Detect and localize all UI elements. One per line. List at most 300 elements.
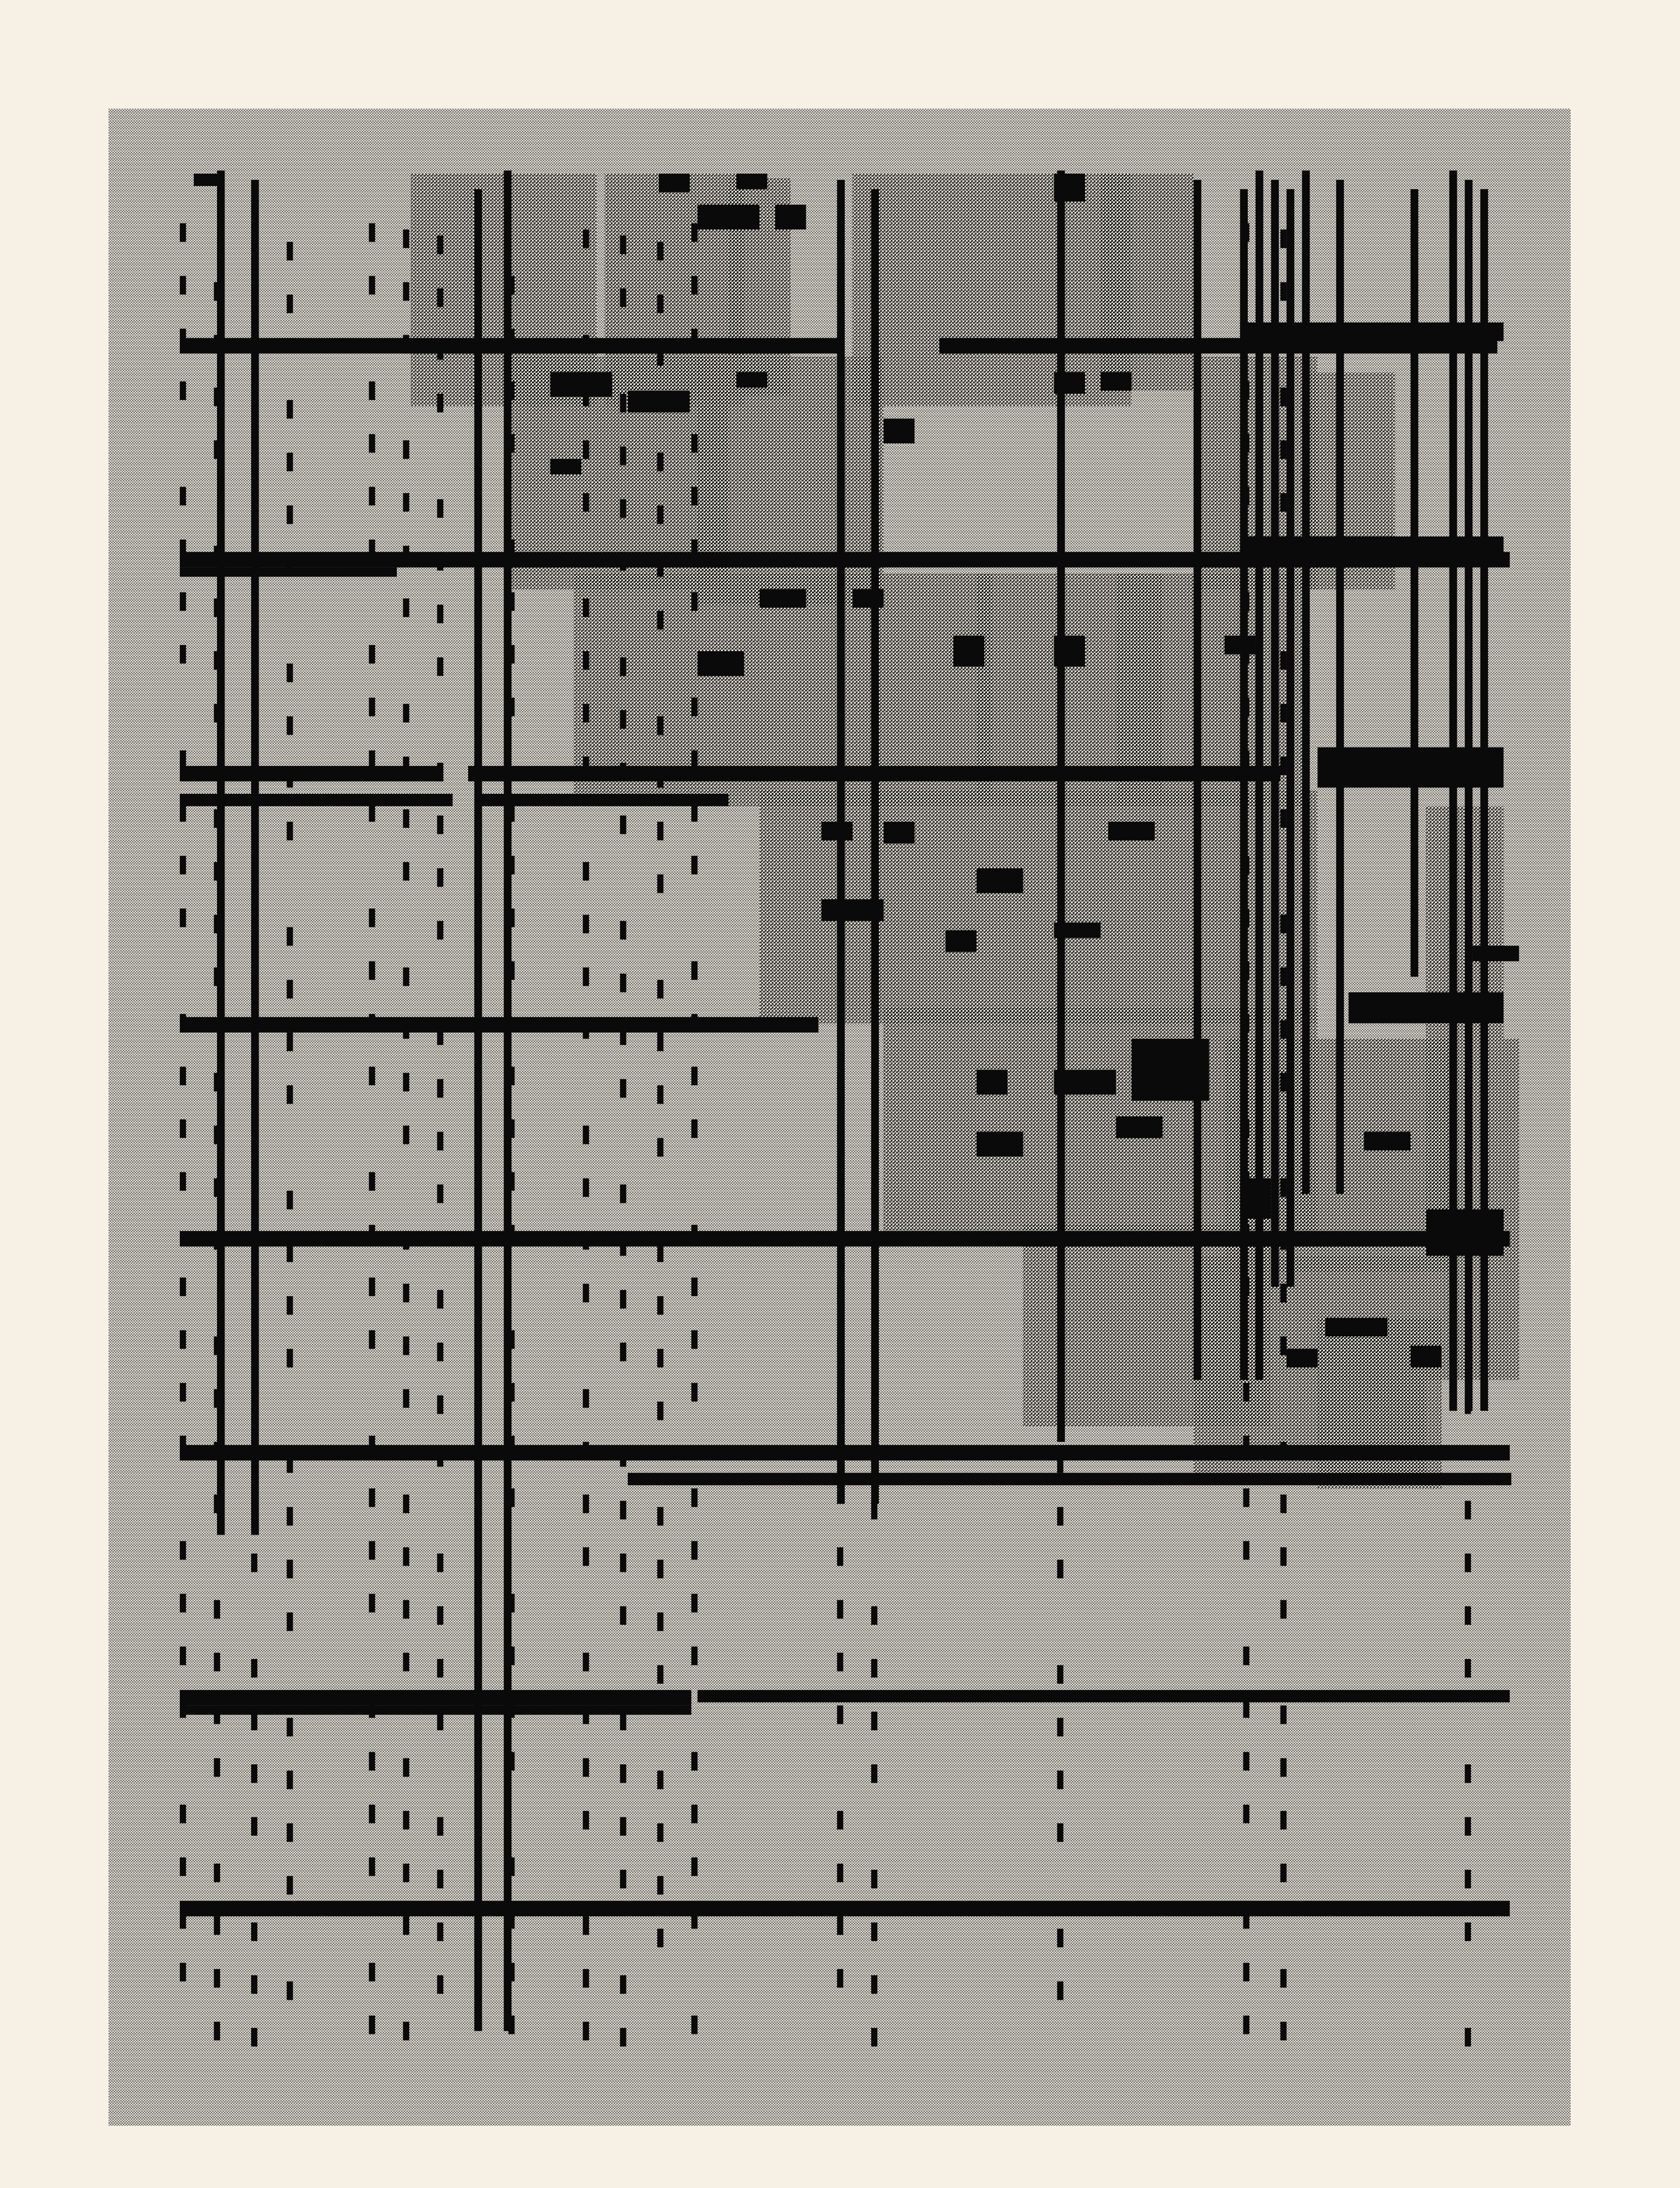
horizontal-bar: [697, 1690, 1510, 1702]
vertical-dash: [1465, 499, 1471, 518]
solid-block: [1410, 1346, 1442, 1368]
vertical-dash: [214, 599, 220, 617]
vertical-dash: [287, 1033, 293, 1052]
vertical-dash: [871, 921, 877, 940]
vertical-dash: [251, 763, 257, 782]
solid-block: [1101, 372, 1132, 391]
vertical-dash: [369, 1014, 375, 1033]
solid-block: [853, 589, 884, 608]
vertical-dash: [691, 1330, 697, 1349]
solid-block: [976, 868, 1023, 893]
vertical-dash: [403, 1653, 409, 1672]
vertical-dash: [1281, 1811, 1287, 1830]
vertical-dash: [214, 1494, 220, 1513]
vertical-dash: [180, 1067, 186, 1086]
vertical-dash: [369, 2016, 375, 2034]
vertical-dash: [1465, 2028, 1471, 2047]
vertical-dash: [251, 1922, 257, 1941]
vertical-dash: [369, 1436, 375, 1455]
vertical-line: [1480, 189, 1488, 1411]
vertical-dash: [1281, 282, 1287, 301]
vertical-dash: [657, 505, 663, 524]
vertical-dash: [583, 1231, 589, 1250]
solid-block: [953, 636, 984, 667]
vertical-dash: [871, 1079, 877, 1098]
vertical-dash: [1243, 487, 1250, 506]
vertical-dash: [251, 710, 257, 729]
vertical-dash: [437, 288, 443, 307]
vertical-dash: [251, 236, 257, 255]
vertical-dash: [1465, 1764, 1471, 1783]
vertical-dash: [508, 698, 514, 716]
vertical-dash: [474, 927, 480, 946]
vertical-dash: [657, 1929, 663, 1948]
vertical-dash: [1465, 1132, 1471, 1150]
vertical-dash: [1243, 1963, 1250, 1981]
vertical-dash: [871, 816, 877, 835]
vertical-dash: [508, 908, 514, 927]
solid-block: [1473, 946, 1519, 961]
vertical-dash: [583, 1442, 589, 1461]
dense-dither-block: [1101, 174, 1194, 391]
vertical-dash: [403, 1126, 409, 1144]
vertical-dash: [214, 1073, 220, 1092]
vertical-dash: [369, 1752, 375, 1771]
vertical-dash: [871, 552, 877, 571]
vertical-dash: [1057, 1191, 1063, 1210]
vertical-dash: [620, 816, 626, 835]
vertical-dash: [403, 757, 409, 775]
vertical-dash: [1057, 1507, 1063, 1526]
vertical-dash: [583, 915, 589, 933]
vertical-dash: [437, 552, 443, 571]
solid-block: [1054, 636, 1085, 667]
vertical-dash: [214, 1653, 220, 1672]
vertical-dash: [437, 1659, 443, 1678]
vertical-dash: [251, 974, 257, 992]
vertical-dash: [369, 750, 375, 769]
vertical-line: [871, 189, 879, 1504]
vertical-dash: [508, 1594, 514, 1613]
vertical-dash: [691, 1277, 697, 1296]
vertical-dash: [180, 1594, 186, 1613]
vertical-dash: [583, 1284, 589, 1303]
vertical-dash: [583, 704, 589, 723]
vertical-line: [1336, 180, 1344, 1194]
vertical-dash: [1281, 1758, 1287, 1777]
vertical-line: [1410, 189, 1418, 977]
vertical-dash: [837, 757, 843, 775]
vertical-dash: [403, 229, 409, 248]
vertical-dash: [691, 329, 697, 347]
vertical-dash: [474, 611, 480, 630]
vertical-dash: [583, 1389, 589, 1408]
vertical-dash: [474, 347, 480, 366]
solid-block: [1225, 636, 1256, 655]
vertical-dash: [657, 1033, 663, 1052]
vertical-dash: [620, 1185, 626, 1203]
vertical-dash: [369, 698, 375, 716]
vertical-dash: [691, 540, 697, 558]
vertical-dash: [657, 874, 663, 893]
vertical-dash: [657, 1402, 663, 1420]
solid-block: [1364, 1132, 1410, 1150]
vertical-dash: [437, 1132, 443, 1150]
solid-block: [822, 899, 884, 921]
vertical-dash: [837, 1389, 843, 1408]
vertical-dash: [837, 862, 843, 881]
vertical-dash: [180, 1910, 186, 1929]
vertical-line: [1194, 180, 1201, 1380]
vertical-line: [837, 180, 845, 1504]
vertical-dash: [871, 868, 877, 887]
vertical-dash: [1057, 242, 1063, 261]
vertical-dash: [657, 1085, 663, 1104]
vertical-dash: [871, 1712, 877, 1731]
vertical-dash: [508, 329, 514, 347]
vertical-dash: [251, 1712, 257, 1731]
vertical-dash: [1057, 505, 1063, 524]
vertical-dash: [437, 1712, 443, 1731]
vertical-dash: [437, 236, 443, 255]
vertical-dash: [508, 961, 514, 980]
vertical-dash: [871, 1975, 877, 1994]
vertical-dash: [369, 1172, 375, 1191]
vertical-dash: [287, 980, 293, 999]
vertical-dash: [1057, 1244, 1063, 1262]
vertical-dash: [251, 1396, 257, 1414]
solid-block: [1054, 922, 1100, 938]
vertical-dash: [474, 1613, 480, 1631]
vertical-dash: [657, 1665, 663, 1684]
vertical-dash: [403, 546, 409, 565]
vertical-dash: [180, 1172, 186, 1191]
vertical-dash: [474, 1085, 480, 1104]
solid-block: [628, 391, 690, 413]
vertical-dash: [180, 329, 186, 347]
vertical-dash: [369, 1067, 375, 1086]
vertical-dash: [871, 1448, 877, 1467]
vertical-dash: [437, 1185, 443, 1203]
vertical-dash: [620, 921, 626, 940]
vertical-dash: [583, 1653, 589, 1672]
vertical-dash: [180, 750, 186, 769]
vertical-dash: [657, 453, 663, 472]
vertical-dash: [508, 382, 514, 400]
vertical-dash: [1057, 1929, 1063, 1948]
vertical-dash: [620, 2028, 626, 2047]
vertical-dash: [1243, 1541, 1250, 1560]
vertical-dash: [403, 1073, 409, 1092]
vertical-line: [1465, 180, 1473, 1411]
vertical-dash: [474, 1244, 480, 1262]
vertical-dash: [837, 1811, 843, 1830]
vertical-dash: [180, 487, 186, 506]
vertical-dash: [437, 1396, 443, 1414]
vertical-dash: [583, 1705, 589, 1724]
vertical-dash: [1281, 651, 1287, 670]
vertical-dash: [1281, 1600, 1287, 1619]
solid-block: [945, 930, 976, 952]
vertical-dash: [251, 1975, 257, 1994]
vertical-dash: [1057, 980, 1063, 999]
vertical-dash: [508, 1647, 514, 1666]
vertical-dash: [620, 1817, 626, 1836]
vertical-dash: [251, 394, 257, 413]
vertical-dash: [583, 493, 589, 512]
vertical-dash: [369, 1488, 375, 1507]
vertical-line: [1271, 180, 1279, 1287]
vertical-dash: [620, 974, 626, 992]
vertical-dash: [508, 856, 514, 875]
vertical-dash: [251, 341, 257, 360]
vertical-dash: [620, 1290, 626, 1309]
vertical-dash: [1281, 2022, 1287, 2041]
vertical-dash: [871, 974, 877, 992]
vertical-dash: [1243, 1699, 1250, 1718]
vertical-dash: [287, 400, 293, 419]
vertical-dash: [474, 663, 480, 682]
vertical-dash: [1281, 1284, 1287, 1303]
vertical-dash: [180, 1963, 186, 1981]
vertical-dash: [214, 2022, 220, 2041]
vertical-dash: [1243, 2016, 1250, 2034]
vertical-dash: [508, 1119, 514, 1138]
vertical-dash: [620, 710, 626, 729]
vertical-dash: [403, 1916, 409, 1935]
vertical-dash: [620, 1079, 626, 1098]
vertical-dash: [1281, 388, 1287, 407]
solid-block: [1131, 1039, 1209, 1101]
vertical-dash: [474, 1454, 480, 1473]
vertical-dash: [1281, 1020, 1287, 1039]
vertical-dash: [403, 1284, 409, 1303]
vertical-dash: [871, 341, 877, 360]
vertical-dash: [403, 862, 409, 881]
vertical-dash: [287, 295, 293, 313]
vertical-dash: [620, 763, 626, 782]
vertical-dash: [251, 1290, 257, 1309]
solid-block: [1240, 1178, 1271, 1219]
vertical-dash: [620, 1448, 626, 1467]
vertical-dash: [1281, 1073, 1287, 1092]
vertical-dash: [180, 1014, 186, 1033]
vertical-dash: [403, 809, 409, 828]
vertical-dash: [691, 1910, 697, 1929]
vertical-dash: [1057, 400, 1063, 419]
vertical-dash: [1243, 223, 1250, 242]
vertical-dash: [1243, 1752, 1250, 1771]
vertical-dash: [251, 1553, 257, 1572]
vertical-dash: [583, 599, 589, 617]
vertical-dash: [583, 335, 589, 354]
vertical-dash: [837, 1600, 843, 1619]
vertical-dash: [620, 499, 626, 518]
vertical-dash: [691, 1541, 697, 1560]
vertical-dash: [437, 763, 443, 782]
vertical-dash: [620, 1870, 626, 1889]
vertical-dash: [620, 1975, 626, 1994]
vertical-dash: [287, 1296, 293, 1315]
vertical-dash: [287, 242, 293, 261]
vertical-dash: [1243, 1383, 1250, 1402]
vertical-dash: [871, 1343, 877, 1361]
vertical-dash: [214, 1600, 220, 1619]
vertical-dash: [1057, 611, 1063, 630]
solid-block: [550, 372, 612, 397]
vertical-dash: [871, 1922, 877, 1941]
vertical-dash: [474, 1981, 480, 2000]
vertical-dash: [287, 558, 293, 577]
vertical-dash: [287, 505, 293, 524]
vertical-dash: [691, 1594, 697, 1613]
vertical-dash: [657, 1771, 663, 1789]
vertical-dash: [508, 1752, 514, 1771]
vertical-dash: [620, 446, 626, 465]
vertical-dash: [620, 1501, 626, 1520]
solid-block: [976, 1132, 1023, 1157]
vertical-dash: [180, 645, 186, 664]
vertical-dash: [1281, 1178, 1287, 1197]
vertical-dash: [251, 1448, 257, 1467]
vertical-dash: [691, 1647, 697, 1666]
vertical-dash: [369, 1594, 375, 1613]
vertical-dash: [583, 1178, 589, 1197]
vertical-dash: [214, 388, 220, 407]
vertical-dash: [214, 1864, 220, 1883]
vertical-dash: [871, 1501, 877, 1520]
vertical-dash: [620, 1237, 626, 1256]
vertical-dash: [583, 757, 589, 775]
vertical-dash: [403, 1864, 409, 1883]
vertical-dash: [369, 1225, 375, 1244]
vertical-dash: [1057, 769, 1063, 788]
vertical-dash: [214, 809, 220, 828]
vertical-dash: [214, 968, 220, 986]
vertical-dash: [214, 1969, 220, 1988]
dithered-artwork-panel: [108, 109, 1571, 2126]
vertical-dash: [287, 769, 293, 788]
vertical-dash: [1281, 968, 1287, 986]
vertical-dash: [403, 704, 409, 723]
vertical-dash: [180, 1383, 186, 1402]
vertical-dash: [474, 1402, 480, 1420]
vertical-dash: [287, 663, 293, 682]
vertical-dash: [474, 1718, 480, 1737]
vertical-dash: [1057, 1296, 1063, 1315]
vertical-dash: [871, 1659, 877, 1678]
horizontal-bar: [1348, 992, 1503, 1024]
solid-block: [736, 372, 767, 387]
vertical-dash: [403, 335, 409, 354]
vertical-dash: [180, 1647, 186, 1666]
vertical-dash: [1465, 1027, 1471, 1045]
vertical-dash: [403, 1758, 409, 1777]
solid-block: [1325, 1318, 1387, 1337]
vertical-dash: [657, 716, 663, 735]
vertical-dash: [508, 1225, 514, 1244]
vertical-dash: [691, 803, 697, 822]
vertical-dash: [1281, 757, 1287, 775]
vertical-dash: [657, 769, 663, 788]
vertical-dash: [369, 382, 375, 400]
vertical-dash: [180, 223, 186, 242]
vertical-dash: [287, 927, 293, 946]
vertical-dash: [474, 1665, 480, 1684]
vertical-dash: [474, 1349, 480, 1368]
vertical-dash: [474, 1876, 480, 1895]
solid-block: [822, 822, 853, 841]
vertical-dash: [1465, 552, 1471, 571]
vertical-dash: [403, 599, 409, 617]
vertical-dash: [1465, 1606, 1471, 1625]
solid-block: [760, 589, 806, 608]
vertical-dash: [287, 1085, 293, 1104]
vertical-dash: [620, 236, 626, 255]
vertical-dash: [871, 394, 877, 413]
vertical-dash: [251, 1817, 257, 1836]
vertical-dash: [437, 1448, 443, 1467]
vertical-dash: [508, 1963, 514, 1981]
vertical-dash: [437, 1975, 443, 1994]
vertical-dash: [287, 1981, 293, 2000]
vertical-dash: [1281, 809, 1287, 828]
vertical-dash: [657, 1296, 663, 1315]
horizontal-bar: [180, 1231, 1510, 1246]
vertical-dash: [837, 282, 843, 301]
vertical-dash: [180, 803, 186, 822]
solid-block: [659, 174, 690, 193]
vertical-dash: [837, 1073, 843, 1092]
vertical-dash: [871, 1185, 877, 1203]
vertical-dash: [287, 1349, 293, 1368]
vertical-dash: [403, 1547, 409, 1566]
vertical-dash: [1243, 592, 1250, 611]
vertical-dash: [474, 1929, 480, 1948]
vertical-dash: [583, 968, 589, 986]
vertical-dash: [437, 868, 443, 887]
horizontal-bar: [480, 794, 728, 806]
vertical-dash: [214, 1916, 220, 1935]
vertical-dash: [583, 1126, 589, 1144]
vertical-dash: [403, 282, 409, 301]
vertical-dash: [871, 1870, 877, 1889]
vertical-dash: [583, 862, 589, 881]
vertical-dash: [287, 1560, 293, 1578]
vertical-dash: [583, 1020, 589, 1039]
vertical-dash: [287, 1823, 293, 1842]
horizontal-bar: [1240, 323, 1503, 341]
vertical-dash: [251, 1764, 257, 1783]
vertical-dash: [1243, 1119, 1250, 1138]
horizontal-bar: [180, 1017, 819, 1032]
vertical-dash: [437, 341, 443, 360]
vertical-dash: [437, 1922, 443, 1941]
vertical-dash: [837, 546, 843, 565]
vertical-dash: [1281, 440, 1287, 459]
vertical-dash: [871, 1396, 877, 1414]
vertical-dash: [583, 1758, 589, 1777]
vertical-dash: [871, 2028, 877, 2047]
vertical-dash: [837, 1969, 843, 1988]
vertical-dash: [508, 1330, 514, 1349]
vertical-dash: [691, 434, 697, 453]
vertical-dash: [1281, 1969, 1287, 1988]
vertical-dash: [657, 558, 663, 577]
vertical-dash: [691, 1752, 697, 1771]
vertical-dash: [180, 1541, 186, 1560]
horizontal-bar: [628, 1473, 1511, 1485]
